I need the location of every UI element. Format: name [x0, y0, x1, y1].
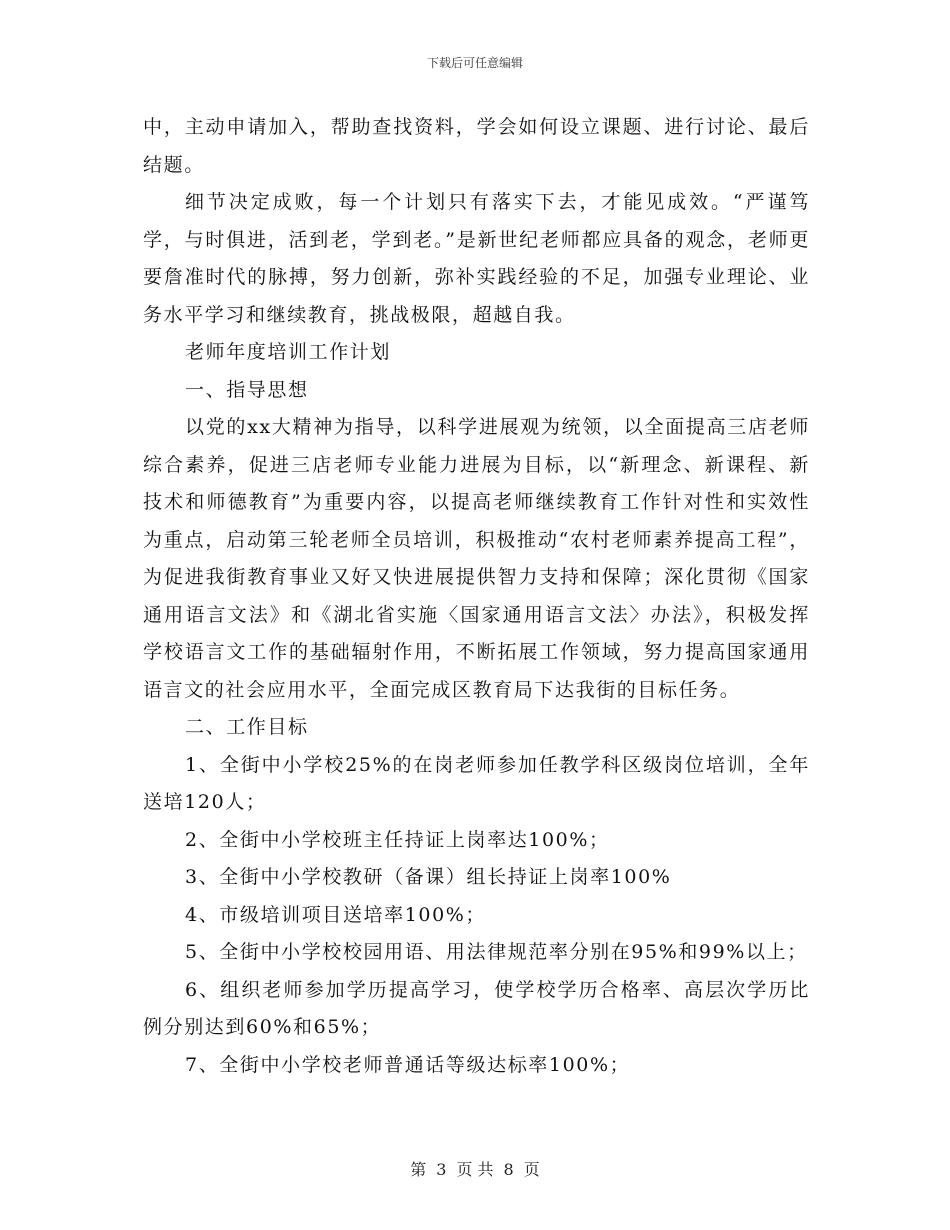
footer-prefix: 第: [410, 1160, 427, 1179]
paragraph-continuation: 中，主动申请加入，帮助查找资料，学会如何设立课题、进行讨论、最后结题。: [143, 116, 810, 176]
paragraph-guiding-thought: 以党的xx大精神为指导，以科学进展观为统领，以全面提高三店老师综合素养，促进三店老师专业能力进展为目标，以“新理念、新课程、新技术和师德教育”为重要内容，以提高老师继续教育工作针对性和实效性为重点，启动第三轮老师全员培训，积极推动“农村老师素养提高工程”，为促进我街教育事业又好又快进展提供智力支持和保障；深化贯彻《国家通用语言文法》和《湖北省实施〈国家通用语言文法〉办法》，积极发挥学校语言文工作的基础辐射作用，不断拓展工作领域，努力提高国家通用语言文的社会应用水平，全面完成区教育局下达我街的目标任务。: [143, 416, 810, 701]
goal-item-1: 1、全街中小学校25%的在岗老师参加任教学科区级岗位培训，全年送培120人；: [143, 753, 810, 813]
document-body: [143, 109, 810, 1084]
goal-item-7: 7、全街中小学校老师普通话等级达标率100%；: [185, 1053, 631, 1076]
goal-item-3: 3、全街中小学校教研（备课）组长持证上岗率100%: [185, 866, 672, 888]
goal-item-4: 4、市级培训项目送培率100%；: [185, 903, 487, 926]
page-footer: [0, 1157, 950, 1180]
goal-item-6: 6、组织老师参加学历提高学习，使学校学历合格率、高层次学历比例分别达到60%和65%；: [143, 978, 810, 1038]
paragraph-detail-success: 细节决定成败，每一个计划只有落实下去，才能见成效。“严谨笃学，与时俱进，活到老，学到老。”是新世纪老师都应具备的观念，老师更要詹准时代的脉搏，努力创新，弥补实践经验的不足，加强专业理论、业务水平学习和继续教育，挑战极限，超越自我。: [143, 191, 810, 326]
section-title: 老师年度培训工作计划: [185, 341, 392, 363]
goal-item-5: 5、全街中小学校校园用语、用法律规范率分别在95%和99%以上；: [185, 941, 808, 963]
heading-guiding-thought: 一、指导思想: [185, 378, 309, 401]
header-note: 下载后可任意编辑: [426, 56, 523, 70]
total-pages-number: 8: [503, 1160, 514, 1179]
current-page-number: 3: [436, 1160, 447, 1179]
footer-suffix: 页: [523, 1160, 540, 1179]
goal-item-2: 2、全街中小学校班主任持证上岗率达100%；: [185, 828, 610, 851]
heading-work-goals: 二、工作目标: [185, 716, 309, 738]
footer-middle: 页 共: [456, 1160, 494, 1179]
